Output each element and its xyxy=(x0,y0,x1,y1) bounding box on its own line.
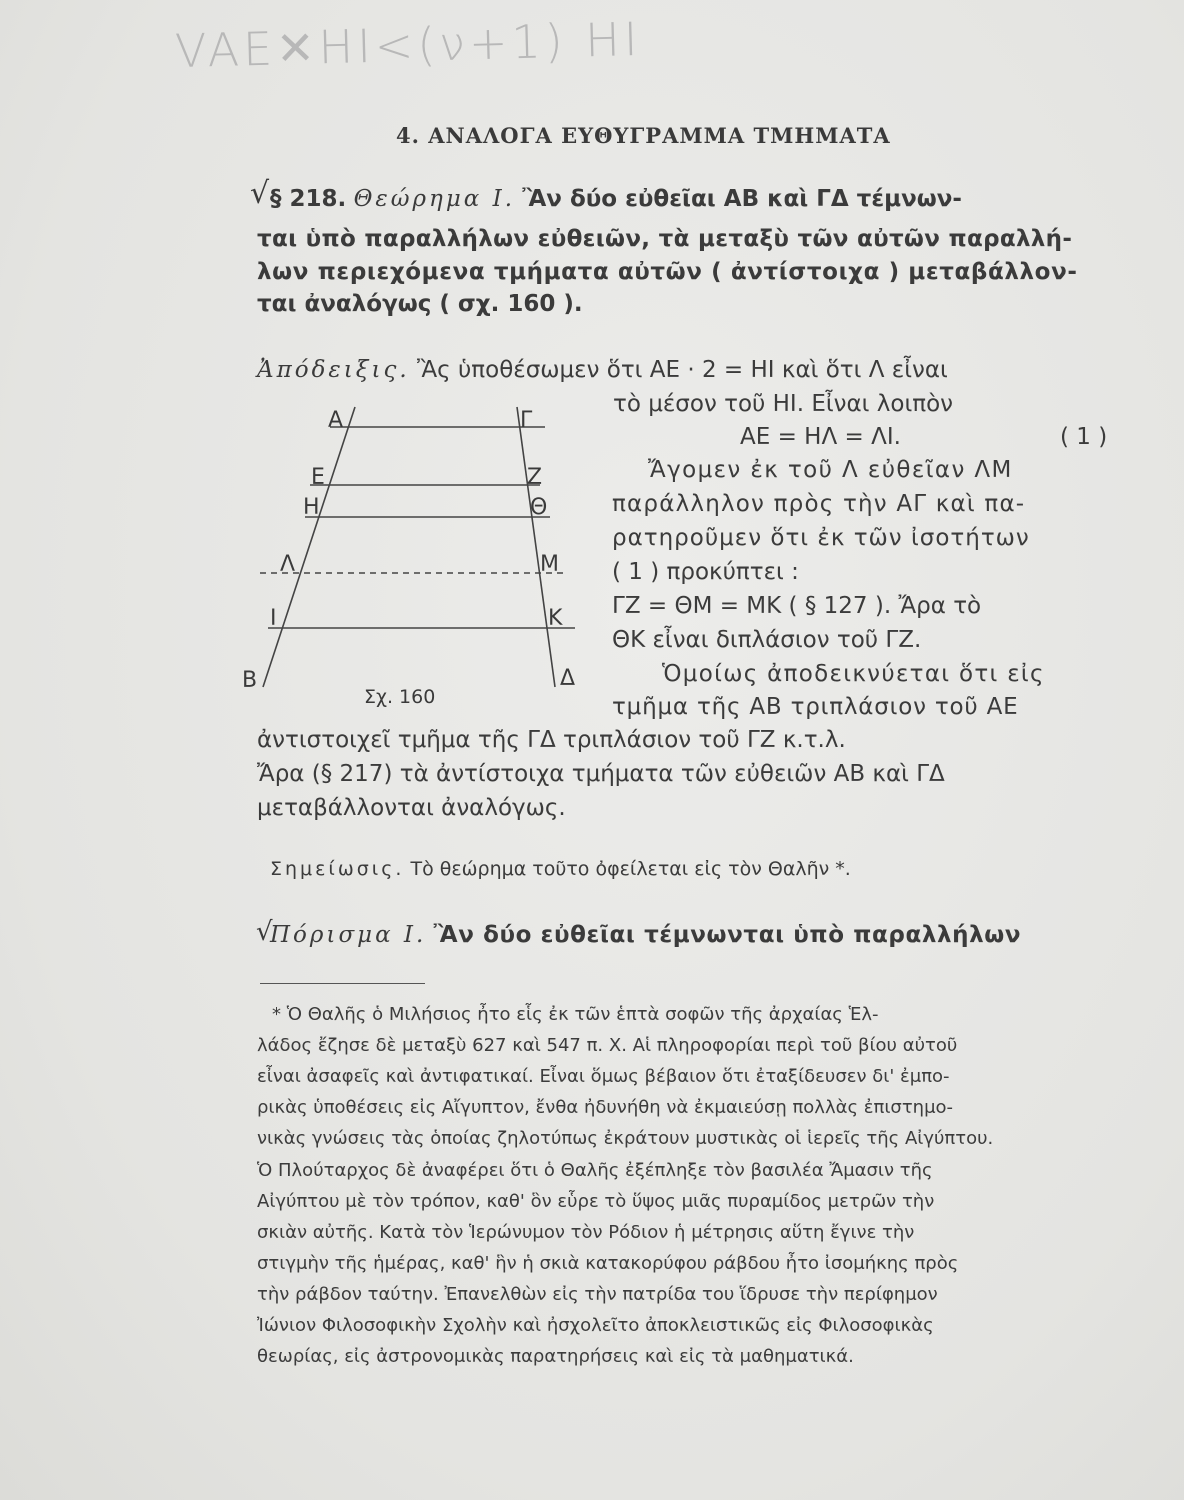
label-E: Ε xyxy=(311,465,325,490)
transversal-AB xyxy=(263,407,355,687)
label-B: Β xyxy=(242,668,258,693)
theorem-text-4: ται ἀναλόγως ( σχ. 160 ). xyxy=(257,291,583,317)
transversal-GD xyxy=(517,407,555,687)
note-text: Τὸ θεώρημα τοῦτο ὀφείλεται εἰς τὸν Θαλῆν *. xyxy=(410,858,851,880)
corollary-label: Πόρισμα Ι. xyxy=(270,922,427,948)
footnote-line-6: Ὁ Πλούταρχος δὲ ἀναφέρει ὅτι ὁ Θαλῆς ἐξέπληξε τὸν βασιλέα Ἄμασιν τῆς xyxy=(257,1160,933,1181)
label-D: Δ xyxy=(560,666,576,691)
theorem-label: Θεώρημα Ι. xyxy=(353,186,516,212)
proof-line-5: ρατηροῦμεν ὅτι ἐκ τῶν ἰσοτήτων xyxy=(612,525,1030,551)
corollary-text: Ἂν δύο εὐθεῖαι τέμνωνται ὑπὸ παραλλήλων xyxy=(433,922,1022,948)
label-M: Μ xyxy=(540,552,559,577)
proof-eq-1-number: ( 1 ) xyxy=(1060,424,1108,450)
theorem-line-2: ται ὑπὸ παραλλήλων εὐθειῶν, τὰ μεταξὺ τῶν αὐτῶν παραλλή- xyxy=(257,226,1073,252)
footnote-line-8: σκιὰν αὐτῆς. Κατὰ τὸν Ἱερώνυμον τὸν Ρόδιον ἡ μέτρησις αὕτη ἔγινε τὴν xyxy=(257,1222,915,1243)
label-H: Η xyxy=(303,495,320,520)
label-Th: Θ xyxy=(530,495,548,520)
proof-label: Ἀπόδειξις. xyxy=(257,357,410,383)
note-label: Σημείωσις. xyxy=(270,858,405,880)
theorem-line-3: λων περιεχόμενα τμήματα αὐτῶν ( ἀντίστοιχα ) μεταβάλλον- xyxy=(257,259,1078,285)
label-K: Κ xyxy=(548,606,563,631)
figure-160 xyxy=(230,395,600,715)
proof-line-10: τμῆμα τῆς ΑΒ τριπλάσιον τοῦ ΑΕ xyxy=(612,694,1019,720)
theorem-number: § 218. xyxy=(270,186,347,212)
footnote-line-2: λάδος ἔζησε δὲ μεταξὺ 627 καὶ 547 π. Χ. Αἱ πληροφορίαι περὶ τοῦ βίου αὐτοῦ xyxy=(257,1035,958,1056)
footnote-line-10: τὴν ράβδον ταύτην. Ἐπανελθὼν εἰς τὴν πατρίδα του ἵδρυσε τὴν περίφημον xyxy=(257,1284,938,1305)
handwritten-note: VAE✕HI<(ν+1) HI xyxy=(174,11,643,79)
proof-line-12: Ἄρα (§ 217) τὰ ἀντίστοιχα τμήματα τῶν εὐθειῶν ΑΒ καὶ ΓΔ xyxy=(257,761,945,787)
note-line xyxy=(270,858,851,880)
corollary-line xyxy=(270,922,1021,948)
footnote-line-7: Αἰγύπτου μὲ τὸν τρόπον, καθ' ὃν εὗρε τὸ ὕψος μιᾶς πυραμίδος μετρῶν τὴν xyxy=(257,1191,935,1212)
theorem-line-1 xyxy=(270,186,962,212)
footnote-line-3: εἶναι ἀσαφεῖς καὶ ἀντιφατικαί. Εἶναι ὅμως βέβαιον ὅτι ἐταξίδευσεν δι' ἐμπο- xyxy=(257,1066,950,1087)
theorem-line-4 xyxy=(257,291,583,317)
label-G: Γ xyxy=(520,408,533,433)
label-Z: Ζ xyxy=(527,465,543,490)
footnote-line-12: θεωρίας, εἰς ἀστρονομικὰς παρατηρήσεις καὶ εἰς τὰ μαθηματικά. xyxy=(257,1346,854,1367)
footnote-line-1: * Ὁ Θαλῆς ὁ Μιλήσιος ἦτο εἷς ἐκ τῶν ἑπτὰ σοφῶν τῆς ἀρχαίας Ἑλ- xyxy=(272,1004,879,1025)
proof-text-1: Ἂς ὑποθέσωμεν ὅτι ΑΕ · 2 = ΗΙ καὶ ὅτι Λ εἶναι xyxy=(416,357,948,383)
theorem-text-1: Ἂν δύο εὐθεῖαι ΑΒ καὶ ΓΔ τέμνων- xyxy=(522,186,962,212)
label-I: Ι xyxy=(270,606,277,631)
footnote-line-4: ρικὰς ὑποθέσεις εἰς Αἴγυπτον, ἔνθα ἠδυνήθη νὰ ἐκμαιεύσῃ πολλὰς ἐπιστημο- xyxy=(257,1097,954,1118)
proof-line-2: τὸ μέσον τοῦ ΗΙ. Εἶναι λοιπὸν xyxy=(613,391,953,417)
proof-line-13: μεταβάλλονται ἀναλόγως. xyxy=(257,795,566,821)
check-mark-2: √ xyxy=(256,917,273,947)
figure-caption: Σχ. 160 xyxy=(364,686,436,708)
proof-line-6: ( 1 ) προκύπτει : xyxy=(612,559,799,585)
proof-line-1 xyxy=(257,357,948,383)
proof-line-9: Ὁμοίως ἀποδεικνύεται ὅτι εἰς xyxy=(662,661,1045,687)
label-L: Λ xyxy=(280,552,296,577)
footnote-line-11: Ἰώνιον Φιλοσοφικὴν Σχολὴν καὶ ἠσχολεῖτο ἀποκλειστικῶς εἰς Φιλοσοφικὰς xyxy=(257,1315,934,1336)
proof-line-7: ΓΖ = ΘΜ = ΜΚ ( § 127 ). Ἄρα τὸ xyxy=(612,593,982,619)
section-heading: 4. ΑΝΑΛΟΓΑ ΕΥΘΥΓΡΑΜΜΑ ΤΜΗΜΑΤΑ xyxy=(396,123,891,148)
label-A: Α xyxy=(328,408,344,433)
proof-line-11: ἀντιστοιχεῖ τμῆμα τῆς ΓΔ τριπλάσιον τοῦ ΓΖ κ.τ.λ. xyxy=(257,727,846,753)
check-mark: √ xyxy=(250,176,270,211)
footnote-line-5: νικὰς γνώσεις τὰς ὁποίας ζηλοτύπως ἐκράτουν μυστικὰς οἱ ἱερεῖς τῆς Αἰγύπτου. xyxy=(257,1128,994,1149)
proof-line-8: ΘΚ εἶναι διπλάσιον τοῦ ΓΖ. xyxy=(612,627,922,653)
proof-line-3: Ἄγομεν ἐκ τοῦ Λ εὐθεῖαν ΛΜ xyxy=(648,457,1013,483)
proof-eq-1: ΑΕ = ΗΛ = ΛΙ. xyxy=(740,424,901,450)
proof-line-4: παράλληλον πρὸς τὴν ΑΓ καὶ πα- xyxy=(612,491,1026,517)
footnote-rule xyxy=(260,983,425,984)
footnote-line-9: στιγμὴν τῆς ἡμέρας, καθ' ἣν ἡ σκιὰ κατακορύφου ράβδου ἦτο ἰσομήκης πρὸς xyxy=(257,1253,959,1274)
